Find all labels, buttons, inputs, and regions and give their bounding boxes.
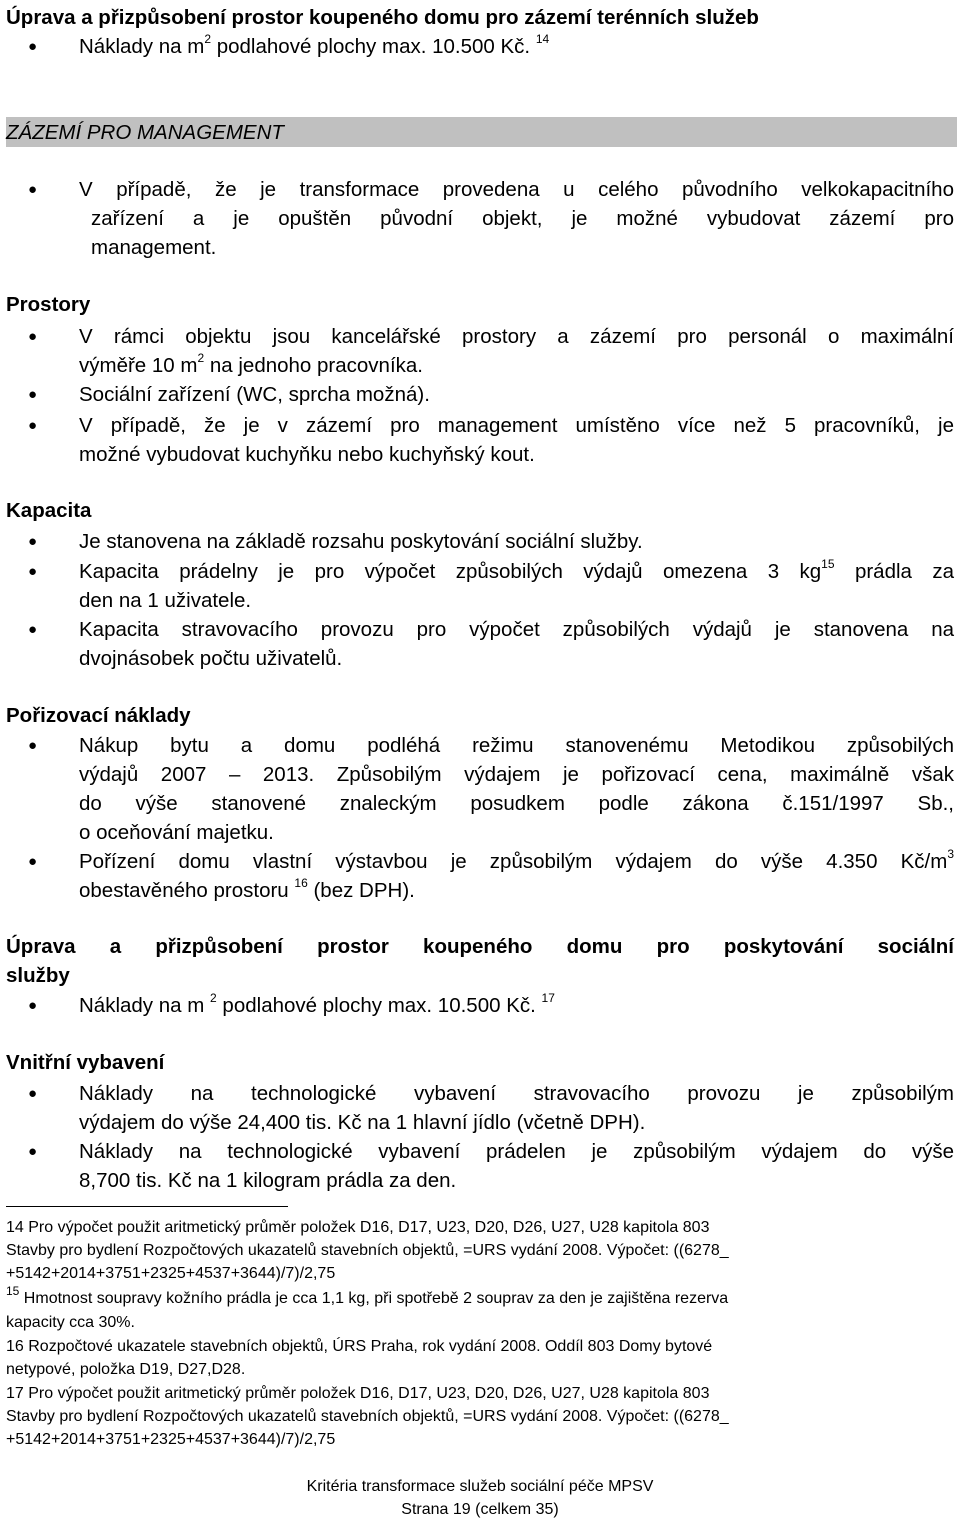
footnote-17: 17 Pro výpočet použit aritmetický průměr položek D16, D17, U23, D20, D26, U27, U28 kapitola 803 xyxy=(6,1385,710,1402)
heading-vnitrni-vybaveni: Vnitřní vybavení xyxy=(6,1051,165,1074)
list-item-line: dvojnásobek počtu uživatelů. xyxy=(79,647,343,670)
footnote-17: +5142+2014+3751+2325+4537+3644)/7)/2,75 xyxy=(6,1431,336,1448)
footnote-15: kapacity cca 30%. xyxy=(6,1314,135,1331)
footnote-15: $^{15}$ Hmotnost soupravy kožního prádla je cca 1,1 kg, při spotřebě 2 souprav za den je zajištěna rezerva xyxy=(6,1283,729,1307)
list-item-line: Náklady na technologické vybavení prádelen je způsobilým výdajem do výše xyxy=(79,1140,954,1163)
bullet-icon: ● xyxy=(28,853,38,870)
bullet-icon: ● xyxy=(28,1143,38,1160)
footnote-16: 16 Rozpočtové ukazatele stavebních objektů, ÚRS Praha, rok vydání 2008. Oddíl 803 Domy bytové xyxy=(6,1338,713,1355)
page-footer-title: Kritéria transformace služeb sociální péče MPSV xyxy=(306,1478,654,1495)
list-item-line: Pořízení domu vlastní výstavbou je způsobilým výdajem do výše 4.350 $Kč/m^3$ xyxy=(79,847,954,873)
footnote-14: Stavby pro bydlení Rozpočtových ukazatelů stavebních objektů, =URS vydání 2008. Výpočet: ((6278_ xyxy=(6,1242,729,1259)
heading-terenni-sluzby: Úprava a přizpůsobení prostor koupeného domu pro zázemí terénních služeb xyxy=(6,6,759,29)
bullet-icon: ● xyxy=(28,417,38,434)
list-item-line: zařízení a je opuštěn původní objekt, je možné vybudovat zázemí pro xyxy=(91,207,954,230)
heading-prostory: Prostory xyxy=(6,293,91,316)
footnote-17: Stavby pro bydlení Rozpočtových ukazatelů stavebních objektů, =URS vydání 2008. Výpočet: ((6278_ xyxy=(6,1408,729,1425)
list-item-line: výměře 10 $m^2$ na jednoho pracovníka. xyxy=(79,351,423,377)
bullet-icon: ● xyxy=(28,997,38,1014)
bullet-icon: ● xyxy=(28,328,38,345)
list-item-line: výdajů 2007 – 2013. Způsobilým výdajem je pořizovací cena, maximálně však xyxy=(79,763,954,786)
list-item-line: V případě, že je transformace provedena u celého původního velkokapacitního xyxy=(79,178,954,201)
list-item-line: 8,700 tis. Kč na 1 kilogram prádla za den. xyxy=(79,1169,457,1192)
list-item-line: Kapacita prádelny je pro výpočet způsobilých výdajů omezena 3 $kg^{15}$ prádla za xyxy=(79,557,955,583)
footnote-16: netypové, položka D19, D27,D28. xyxy=(6,1361,246,1378)
heading-uprava-line: služby xyxy=(6,964,70,987)
heading-porizovaci-naklady: Pořizovací náklady xyxy=(6,704,191,727)
list-item-line: do výše stanovené znaleckým posudkem podle zákona č.151/1997 Sb., xyxy=(79,792,954,815)
bullet-icon: ● xyxy=(28,38,38,55)
list-item-line: obestavěného prostoru $^{16}$ (bez DPH). xyxy=(79,876,415,902)
list-item-line: o oceňování majetku. xyxy=(79,821,274,844)
bullet-icon: ● xyxy=(28,533,38,550)
list-item-line: Sociální zařízení (WC, sprcha možná). xyxy=(79,383,430,406)
section-banner-title: ZÁZEMÍ PRO MANAGEMENT xyxy=(6,121,284,144)
bullet-icon: ● xyxy=(28,621,38,638)
list-item-line: Kapacita stravovacího provozu pro výpočet způsobilých výdajů je stanovena na xyxy=(79,618,954,641)
heading-uprava-line: Úprava a přizpůsobení prostor koupeného domu pro poskytování sociální xyxy=(6,935,954,958)
list-item-line: den na 1 uživatele. xyxy=(79,589,252,612)
list-item-line: V rámci objektu jsou kancelářské prostory a zázemí pro personál o maximální xyxy=(79,325,954,348)
bullet-icon: ● xyxy=(28,1085,38,1102)
list-item: Náklady na $m^2$ podlahové plochy max. 10.500 Kč. $^{14}$ xyxy=(79,32,550,58)
list-item-line: výdajem do výše 24,400 tis. Kč na 1 hlavní jídlo (včetně DPH). xyxy=(79,1111,646,1134)
list-item-line: management. xyxy=(91,236,217,259)
page-number: Strana 19 (celkem 35) xyxy=(401,1501,559,1518)
bullet-icon: ● xyxy=(28,386,38,403)
list-item-line: Nákup bytu a domu podléhá režimu stanovenému Metodikou způsobilých xyxy=(79,734,954,757)
footnote-14: +5142+2014+3751+2325+4537+3644)/7)/2,75 xyxy=(6,1265,336,1282)
bullet-icon: ● xyxy=(28,563,38,580)
bullet-icon: ● xyxy=(28,181,38,198)
list-item-line: Náklady na technologické vybavení stravovacího provozu je způsobilým xyxy=(79,1082,954,1105)
list-item-line: Je stanovena na základě rozsahu poskytování sociální služby. xyxy=(79,530,643,553)
list-item: Náklady na m $^2$ podlahové plochy max. 10.500 Kč. $^{17}$ xyxy=(79,991,555,1017)
footnote-separator xyxy=(6,1206,288,1207)
list-item-line: možné vybudovat kuchyňku nebo kuchyňský kout. xyxy=(79,443,535,466)
heading-kapacita: Kapacita xyxy=(6,499,92,522)
list-item-line: V případě, že je v zázemí pro management umístěno více než 5 pracovníků, je xyxy=(79,414,954,437)
footnote-14: 14 Pro výpočet použit aritmetický průměr položek D16, D17, U23, D20, D26, U27, U28 kapitola 803 xyxy=(6,1219,710,1236)
bullet-icon: ● xyxy=(28,737,38,754)
